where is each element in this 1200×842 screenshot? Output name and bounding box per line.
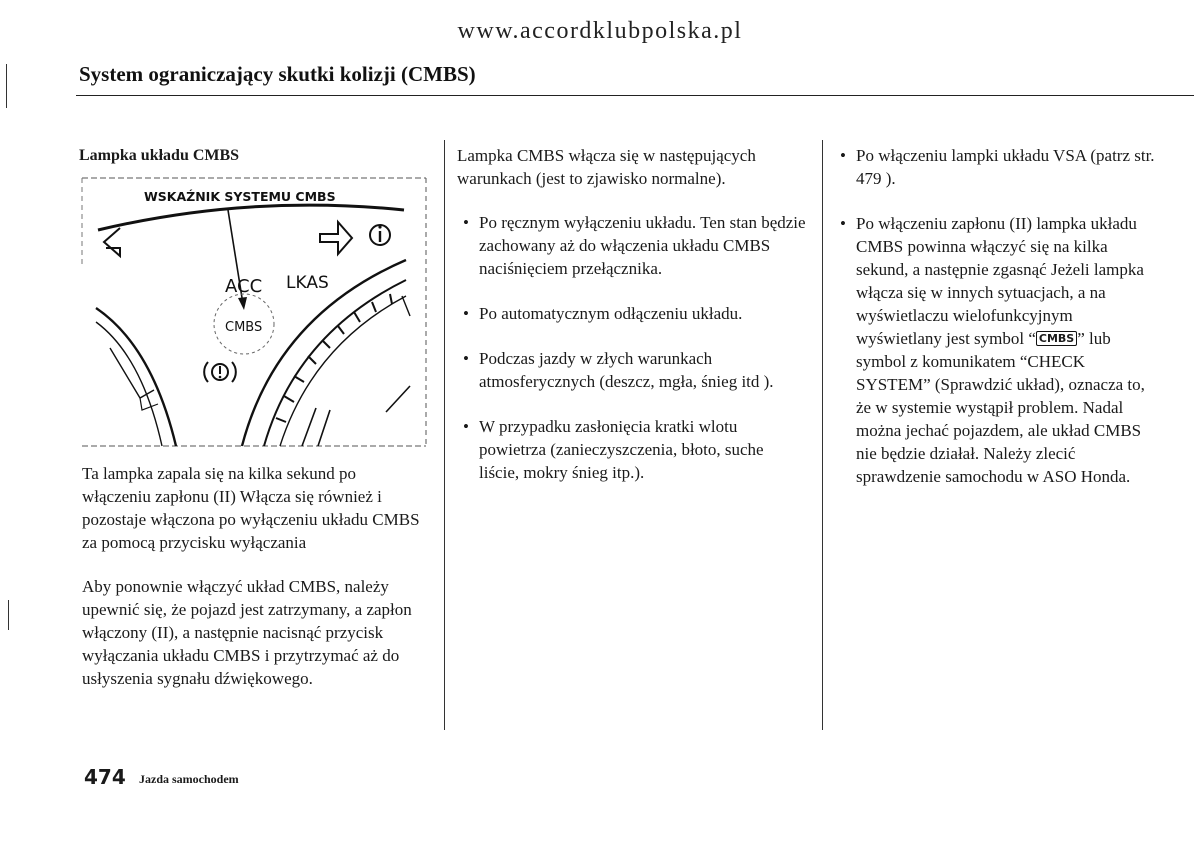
page-number: 474 (84, 765, 126, 789)
reactivation-paragraph: Aby ponownie włączyć układ CMBS, należy upewnić się, że pojazd jest zatrzymany, a zapłon włączony (II), a następnie nacisnąć przycisk wyłączania układu CMBS i przytrzymać aż do usłyszenia sygnału dźwiękowego. (82, 577, 412, 688)
indicator-label: WSKAŹNIK SYSTEMU CMBS (144, 189, 336, 204)
figure-heading: Lampka układu CMBS (79, 147, 240, 164)
margin-mark (6, 64, 7, 108)
list-item (834, 212, 1159, 488)
list-item: • Po ręcznym wyłączeniu układu. Ten stan będzie zachowany aż do włączenia układu CMBS naciśnięciem przełącznika. (457, 211, 807, 280)
list-item-text: ” lub symbol z komunikatem “CHECK SYSTEM” (Sprawdzić układ), oznacza to, że w systemie wystąpił problem. Nadal można jechać pojazdem, ale układ CMBS nie będzie działał. Należy zlecić sprawdzenie samochodu w ASO Honda. (856, 329, 1145, 486)
list-item: • Po włączeniu lampki układu VSA (patrz str. 479 ). (834, 144, 1159, 190)
footer-section-name: Jazda samochodem (139, 772, 239, 786)
lkas-label: LKAS (286, 273, 329, 293)
column-divider (444, 140, 445, 730)
list-item: • W przypadku zasłonięcia kratki wlotu powietrza (zanieczyszczenia, błoto, suche liście, mokry śnieg itp.). (457, 415, 807, 484)
conditions-list (457, 211, 807, 506)
title-rule (76, 95, 1194, 96)
acc-label: ACC (225, 276, 263, 297)
cmbs-display-symbol: CMBS (1036, 331, 1077, 346)
list-item-text: Po włączeniu zapłonu (II) lampka układu CMBS powinna włączyć się na kilka sekund, a następnie zgasnąć Jeżeli lampka włącza się w innych sytuacjach, a na wyświetlaczu wielofunkcyjnym wyświetlany jest symbol “ (856, 214, 1144, 348)
list-item: • Po automatycznym odłączeniu układu. (457, 302, 807, 325)
conditions-intro: Lampka CMBS włącza się w następujących warunkach (jest to zjawisko normalne). (457, 146, 756, 188)
list-item: • Podczas jazdy w złych warunkach atmosferycznych (deszcz, mgła, śnieg itd ). (457, 347, 807, 393)
page-title: System ograniczający skutki kolizji (CMBS) (79, 62, 476, 86)
cmbs-lamp-label: CMBS (225, 320, 263, 335)
right-conditions-list (834, 144, 1159, 510)
figure-caption-paragraph: Ta lampka zapala się na kilka sekund po włączeniu zapłonu (II) Włącza się również i pozostaje włączona po wyłączeniu układu CMBS za pomocą przycisku wyłączania (82, 464, 420, 552)
site-url: www.accordklubpolska.pl (457, 18, 743, 44)
cmbs-indicator-figure (80, 176, 430, 451)
column-divider (822, 140, 823, 730)
margin-mark (8, 600, 9, 630)
